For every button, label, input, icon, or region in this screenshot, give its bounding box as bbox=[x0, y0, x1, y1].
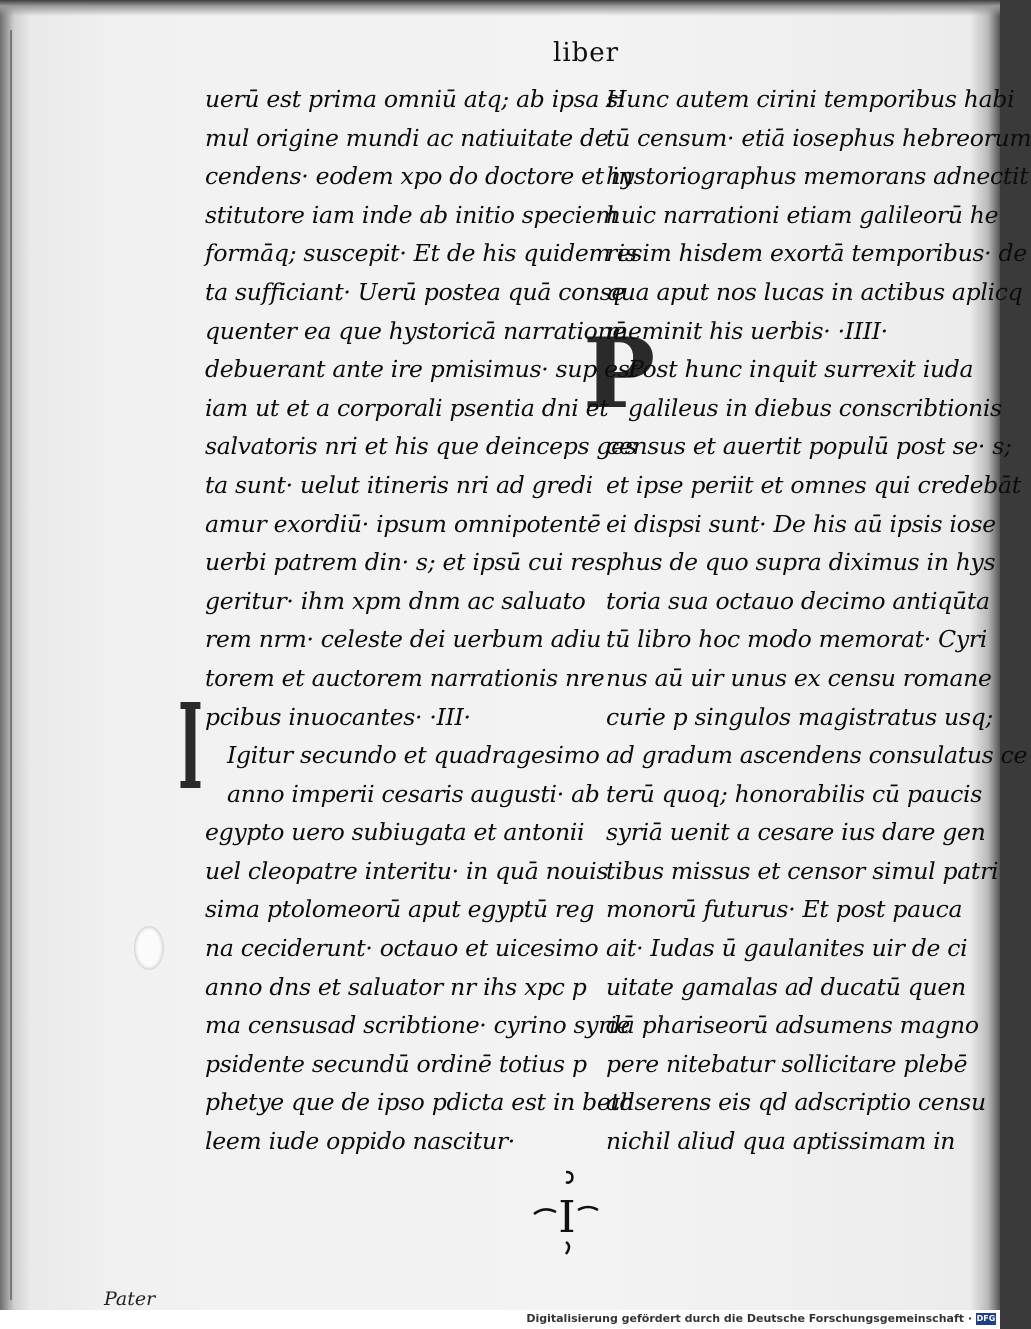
text-line: uitate gamalas ad ducatū quen bbox=[606, 972, 966, 1001]
text-line: dā phariseorū adsumens magno bbox=[606, 1011, 979, 1040]
dfg-logo: DFG bbox=[976, 1314, 996, 1323]
text-line: formāq; suscepit· Et de his quidem is bbox=[205, 239, 637, 268]
decorated-initial-i: I bbox=[178, 677, 203, 816]
text-line: cendens· eodem xpo do doctore et in bbox=[205, 162, 634, 191]
decorated-initial-p: P bbox=[583, 317, 656, 430]
text-line: terū quoq; honorabilis cū paucis bbox=[606, 779, 982, 808]
text-line: census et auertit populū post se· s; bbox=[606, 432, 1012, 461]
text-line: ei dispsi sunt· De his aū ipsis iose bbox=[606, 509, 996, 538]
text-line: debuerant ante ire pmisimus· sup est bbox=[205, 355, 639, 384]
text-line: ma censusad scribtione· cyrino syrie bbox=[205, 1011, 630, 1040]
text-line: tū censum· etiā iosephus hebreorum bbox=[606, 123, 1031, 152]
parchment-hole bbox=[134, 926, 164, 970]
text-line: uel cleopatre interitu· in quā nouis bbox=[205, 856, 609, 885]
text-line: ta sufficiant· Uerū postea quā conse bbox=[205, 277, 626, 306]
text-line: et ipse periit et omnes qui credebāt bbox=[606, 470, 1021, 499]
text-line: tibus missus et censor simul patri bbox=[606, 856, 999, 885]
text-line: quenter ea que hystoricā narrationē bbox=[205, 316, 626, 345]
text-line: geritur· ihm xpm dnm ac saluato bbox=[205, 586, 586, 615]
text-line: egypto uero subiugata et antonii bbox=[205, 818, 585, 847]
text-line: salvatoris nri et his que deinceps ges bbox=[205, 432, 637, 461]
text-line: Igitur secundo et quadragesimo bbox=[227, 741, 600, 770]
text-line: adserens eis qd adscriptio censu bbox=[606, 1088, 986, 1117]
text-line: phus de quo supra diximus in hys bbox=[606, 548, 996, 577]
text-line: pcibus inuocantes· ·III· bbox=[205, 702, 471, 731]
text-line: meminit his uerbis· ·IIII· bbox=[606, 316, 888, 345]
catchword: Pater bbox=[104, 1288, 156, 1310]
text-line: uerū est prima omniū atq; ab ipsa si bbox=[205, 85, 626, 113]
left-text-column bbox=[205, 80, 639, 1161]
text-line: na ceciderunt· octauo et uicesimo bbox=[205, 934, 599, 963]
running-head: liber bbox=[553, 38, 620, 68]
text-line: resim hisdem exortā temporibus· de bbox=[606, 239, 1027, 268]
text-line: ta sunt· uelut itineris nri ad gredi bbox=[205, 470, 593, 499]
binding-gutter bbox=[10, 30, 12, 1300]
text-line: qua aput nos lucas in actibus aplicq bbox=[606, 277, 1023, 306]
text-line: phetye que de ipso pdicta est in beth bbox=[205, 1088, 635, 1117]
text-line: syriā uenit a cesare ius dare gen bbox=[606, 818, 986, 847]
page-top-edge bbox=[0, 0, 1000, 16]
text-line: rem nrm· celeste dei uerbum adiu bbox=[205, 625, 602, 654]
text-line: stitutore iam inde ab initio speciem bbox=[205, 200, 618, 229]
funding-credit: Digitalisierung gefördert durch die Deutsche Forschungsgemeinschaft · bbox=[526, 1312, 972, 1325]
text-line: tū libro hoc modo memorat· Cyri bbox=[606, 625, 987, 654]
text-line: pere nitebatur sollicitare plebē bbox=[606, 1049, 968, 1078]
text-line: iam ut et a corporali psentia dni et bbox=[205, 393, 609, 422]
quire-mark bbox=[520, 1166, 610, 1256]
text-line: uerbi patrem din· s; et ipsū cui res bbox=[205, 548, 607, 577]
text-line: nichil aliud qua aptissimam in bbox=[606, 1127, 956, 1156]
text-line: ad gradum ascendens consulatus ce bbox=[606, 741, 1028, 770]
text-line: galileus in diebus conscribtionis bbox=[628, 393, 1002, 422]
text-line: nus aū uir unus ex censu romane bbox=[606, 663, 992, 692]
text-line: toria sua octauo decimo antiqūta bbox=[606, 586, 990, 615]
text-line: leem iude oppido nascitur· bbox=[205, 1127, 515, 1156]
text-line: psidente secundū ordinē totius p bbox=[205, 1049, 587, 1078]
right-text-column bbox=[606, 80, 1031, 1161]
text-line: mul origine mundi ac natiuitate de bbox=[205, 123, 609, 152]
text-line: anno dns et saluator nr ihs xpc p bbox=[205, 972, 587, 1001]
text-line: curie p singulos magistratus usq; bbox=[606, 702, 993, 731]
text-line: monorū futurus· Et post pauca bbox=[606, 895, 963, 924]
text-line: amur exordiū· ipsum omnipotentē bbox=[205, 509, 601, 538]
text-line: torem et auctorem narrationis nre bbox=[205, 663, 605, 692]
text-line: sima ptolomeorū aput egyptū reg bbox=[205, 895, 595, 924]
text-line: Post hunc inquit surrexit iuda bbox=[628, 355, 974, 384]
text-line: ait· Iudas ū gaulanites uir de ci bbox=[606, 934, 968, 963]
text-line: Hunc autem cirini temporibus habi bbox=[606, 85, 1015, 113]
text-line: huic narrationi etiam galileorū he bbox=[606, 200, 999, 229]
quire-mark-letter: I bbox=[558, 1192, 576, 1243]
text-line: hystoriographus memorans adnectit bbox=[606, 162, 1029, 191]
text-line: anno imperii cesaris augusti· ab bbox=[227, 779, 600, 808]
